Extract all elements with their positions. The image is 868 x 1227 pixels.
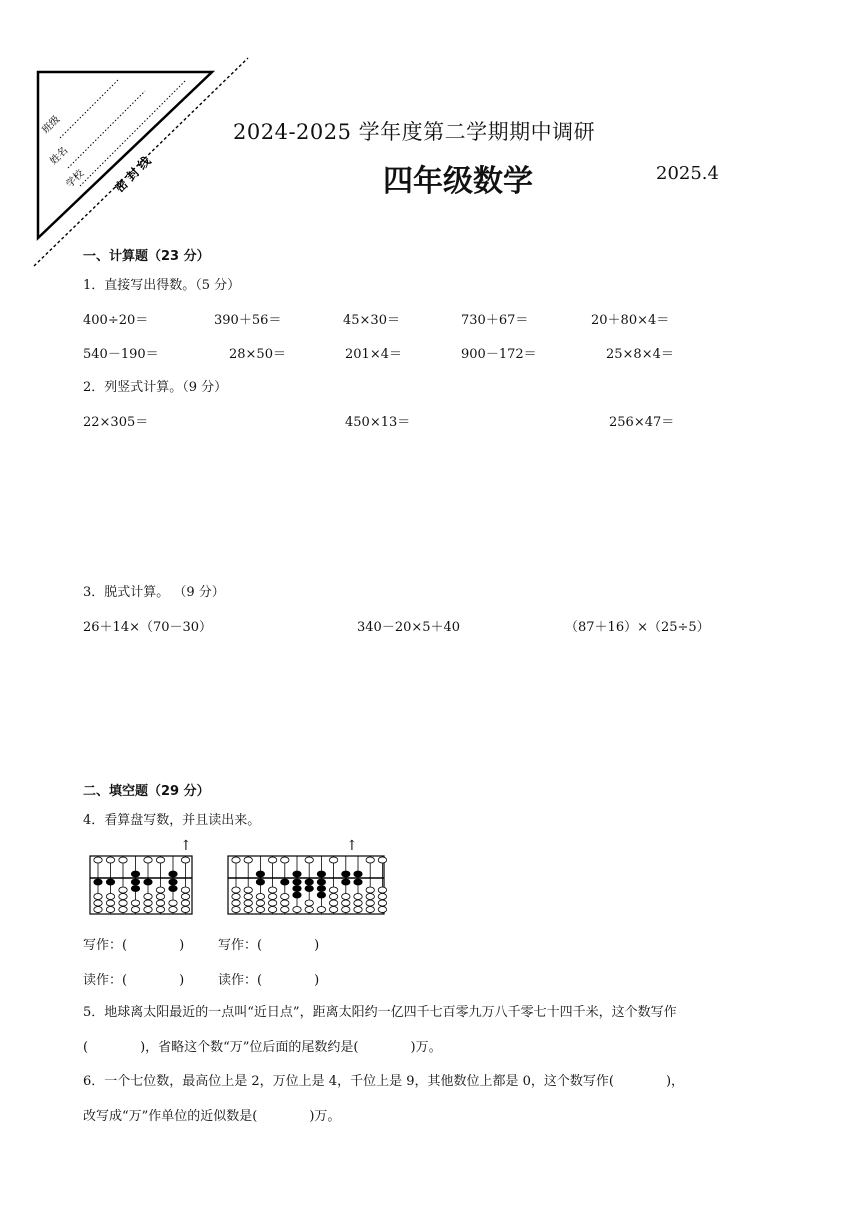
abacus-bead (317, 907, 325, 913)
abacus-bead (378, 900, 386, 906)
q4-label: 4．看算盘写数，并且读出来。 (83, 813, 261, 828)
abacus-bead (354, 900, 362, 906)
abacus-bead (305, 900, 313, 906)
abacus-bead (305, 907, 313, 913)
abacus-bead (106, 900, 114, 906)
q2-item: 256×47＝ (609, 415, 675, 430)
abacus-bead (293, 907, 301, 913)
abacus-bead (181, 894, 189, 900)
abacus-bead (181, 857, 189, 863)
abacus-bead (169, 900, 177, 906)
abacus-bead (293, 879, 301, 885)
abacus-bead (256, 900, 264, 906)
q1-item: 390＋56＝ (214, 313, 282, 328)
arrow-icon: ↑ (180, 838, 192, 854)
abacus-bead (305, 879, 313, 885)
q2-item: 450×13＝ (345, 415, 411, 430)
q2-label: 2．列竖式计算。（9 分） (83, 380, 228, 395)
abacus-bead (317, 886, 325, 892)
abacus-bead (232, 887, 240, 893)
abacus-bead (378, 857, 386, 863)
abacus-bead (156, 857, 164, 863)
abacus-bead (329, 894, 337, 900)
abacus-bead (342, 900, 350, 906)
abacus-bead (354, 871, 362, 877)
abacus-bead (106, 857, 114, 863)
abacus-bead (131, 907, 139, 913)
abacus-bead (244, 894, 252, 900)
abacus-bead (342, 907, 350, 913)
section1-heading: 一、计算题（23 分） (83, 249, 210, 264)
abacus-a (90, 856, 192, 914)
q4-write-a: 写作：( ) (83, 938, 185, 953)
abacus-bead (131, 871, 139, 877)
q1-item: 28×50＝ (229, 347, 286, 362)
abacus-bead (354, 879, 362, 885)
abacus-bead (354, 907, 362, 913)
abacus-bead (293, 892, 301, 898)
abacus-bead (366, 900, 374, 906)
abacus-bead (144, 857, 152, 863)
q5-line1: 5．地球离太阳最近的一点叫“近日点”，距离太阳约一亿四千七百零九万八千零七十四千米，这个数写作 (83, 1005, 677, 1020)
abacus-bead (169, 886, 177, 892)
abacus-bead (94, 900, 102, 906)
q3-item: 340－20×5＋40 (357, 620, 461, 635)
abacus-bead (119, 900, 127, 906)
abacus-bead (119, 887, 127, 893)
q6-line2: 改写成“万”作单位的近似数是( )万。 (83, 1109, 341, 1124)
exam-subtitle: 四年级数学 (383, 164, 533, 199)
abacus-bead (144, 900, 152, 906)
q2-item: 22×305＝ (83, 415, 149, 430)
seal-field-school: 学校 (64, 168, 87, 191)
q6-line1: 6．一个七位数，最高位上是 2，万位上是 4，千位上是 9，其他数位上都是 0，这个数写作( )， (83, 1074, 685, 1089)
q3-item: （87＋16）×（25÷5） (565, 620, 710, 635)
seal-field-class: 班级 (40, 114, 63, 137)
abacus-bead (293, 886, 301, 892)
abacus-bead (317, 879, 325, 885)
abacus-bead (106, 907, 114, 913)
abacus-bead (144, 879, 152, 885)
abacus-bead (232, 857, 240, 863)
abacus-bead (281, 894, 289, 900)
seal-field-name: 姓名 (48, 145, 71, 168)
abacus-bead (268, 857, 276, 863)
abacus-bead (354, 894, 362, 900)
abacus-bead (281, 857, 289, 863)
abacus-bead (94, 907, 102, 913)
abacus-bead (94, 857, 102, 863)
abacus-bead (329, 887, 337, 893)
abacus-bead (268, 887, 276, 893)
q4-write-b: 写作：( ) (218, 938, 320, 953)
abacus-bead (378, 894, 386, 900)
abacus-bead (131, 879, 139, 885)
abacus-bead (329, 907, 337, 913)
abacus-bead (119, 907, 127, 913)
abacus-bead (305, 886, 313, 892)
abacus-bead (131, 886, 139, 892)
abacus-bead (106, 879, 114, 885)
q3-item: 26＋14×（70－30） (83, 620, 213, 635)
arrow-icon: ↑ (346, 838, 358, 854)
abacus-bead (256, 879, 264, 885)
abacus-bead (181, 907, 189, 913)
abacus-bead (317, 871, 325, 877)
abacus-b (228, 856, 387, 914)
abacus-bead (94, 894, 102, 900)
exam-date: 2025.4 (656, 163, 719, 184)
abacus-bead (281, 900, 289, 906)
abacus-bead (119, 857, 127, 863)
abacus-bead (232, 900, 240, 906)
abacus-bead (268, 894, 276, 900)
abacus-bead (342, 879, 350, 885)
abacus-bead (329, 900, 337, 906)
q1-label: 1．直接写出得数。（5 分） (83, 278, 241, 293)
q1-item: 900－172＝ (461, 347, 537, 362)
abacus-bead (366, 857, 374, 863)
abacus-bead (268, 907, 276, 913)
abacus-bead (156, 900, 164, 906)
abacus-bead (378, 887, 386, 893)
q4-read-a: 读作：( ) (83, 973, 185, 988)
abacus-bead (106, 894, 114, 900)
abacus-bead (169, 907, 177, 913)
abacus-bead (293, 871, 301, 877)
q1-item: 25×8×4＝ (606, 347, 674, 362)
abacus-bead (366, 887, 374, 893)
abacus-bead (317, 892, 325, 898)
abacus-bead (281, 907, 289, 913)
abacus-bead (342, 871, 350, 877)
q1-item: 730＋67＝ (461, 313, 529, 328)
abacus-bead (232, 907, 240, 913)
abacus-bead (131, 900, 139, 906)
abacus-bead (181, 900, 189, 906)
abacus-bead (342, 894, 350, 900)
abacus-bead (181, 887, 189, 893)
abacus-bead (281, 879, 289, 885)
q1-item: 20＋80×4＝ (591, 313, 670, 328)
abacus-bead (94, 879, 102, 885)
abacus-bead (329, 857, 337, 863)
abacus-bead (256, 907, 264, 913)
abacus-bead (156, 887, 164, 893)
seal-line-label: 密 封 线 (112, 153, 154, 196)
abacus-bead (144, 907, 152, 913)
abacus-bead (232, 894, 240, 900)
abacus-bead (244, 907, 252, 913)
q4-read-b: 读作：( ) (218, 973, 320, 988)
section2-heading: 二、填空题（29 分） (83, 784, 210, 799)
q1-item: 540－190＝ (83, 347, 159, 362)
abacus-bead (378, 907, 386, 913)
q3-label: 3．脱式计算。 （9 分） (83, 585, 225, 600)
q1-item: 201×4＝ (345, 347, 402, 362)
abacus-bead (256, 894, 264, 900)
abacus-bead (244, 857, 252, 863)
q1-item: 45×30＝ (343, 313, 400, 328)
abacus-bead (244, 887, 252, 893)
abacus-bead (119, 894, 127, 900)
q1-item: 400÷20＝ (83, 313, 149, 328)
abacus-bead (256, 871, 264, 877)
abacus-bead (169, 871, 177, 877)
abacus-bead (268, 900, 276, 906)
abacus-bead (169, 879, 177, 885)
abacus-bead (366, 907, 374, 913)
abacus-bead (366, 894, 374, 900)
exam-title: 2024-2025 学年度第二学期期中调研 (233, 120, 596, 144)
q5-line2: ( )，省略这个数“万”位后面的尾数约是( )万。 (83, 1040, 442, 1055)
abacus-bead (144, 894, 152, 900)
abacus-bead (156, 894, 164, 900)
abacus-bead (244, 900, 252, 906)
abacus-bead (156, 907, 164, 913)
abacus-bead (305, 857, 313, 863)
